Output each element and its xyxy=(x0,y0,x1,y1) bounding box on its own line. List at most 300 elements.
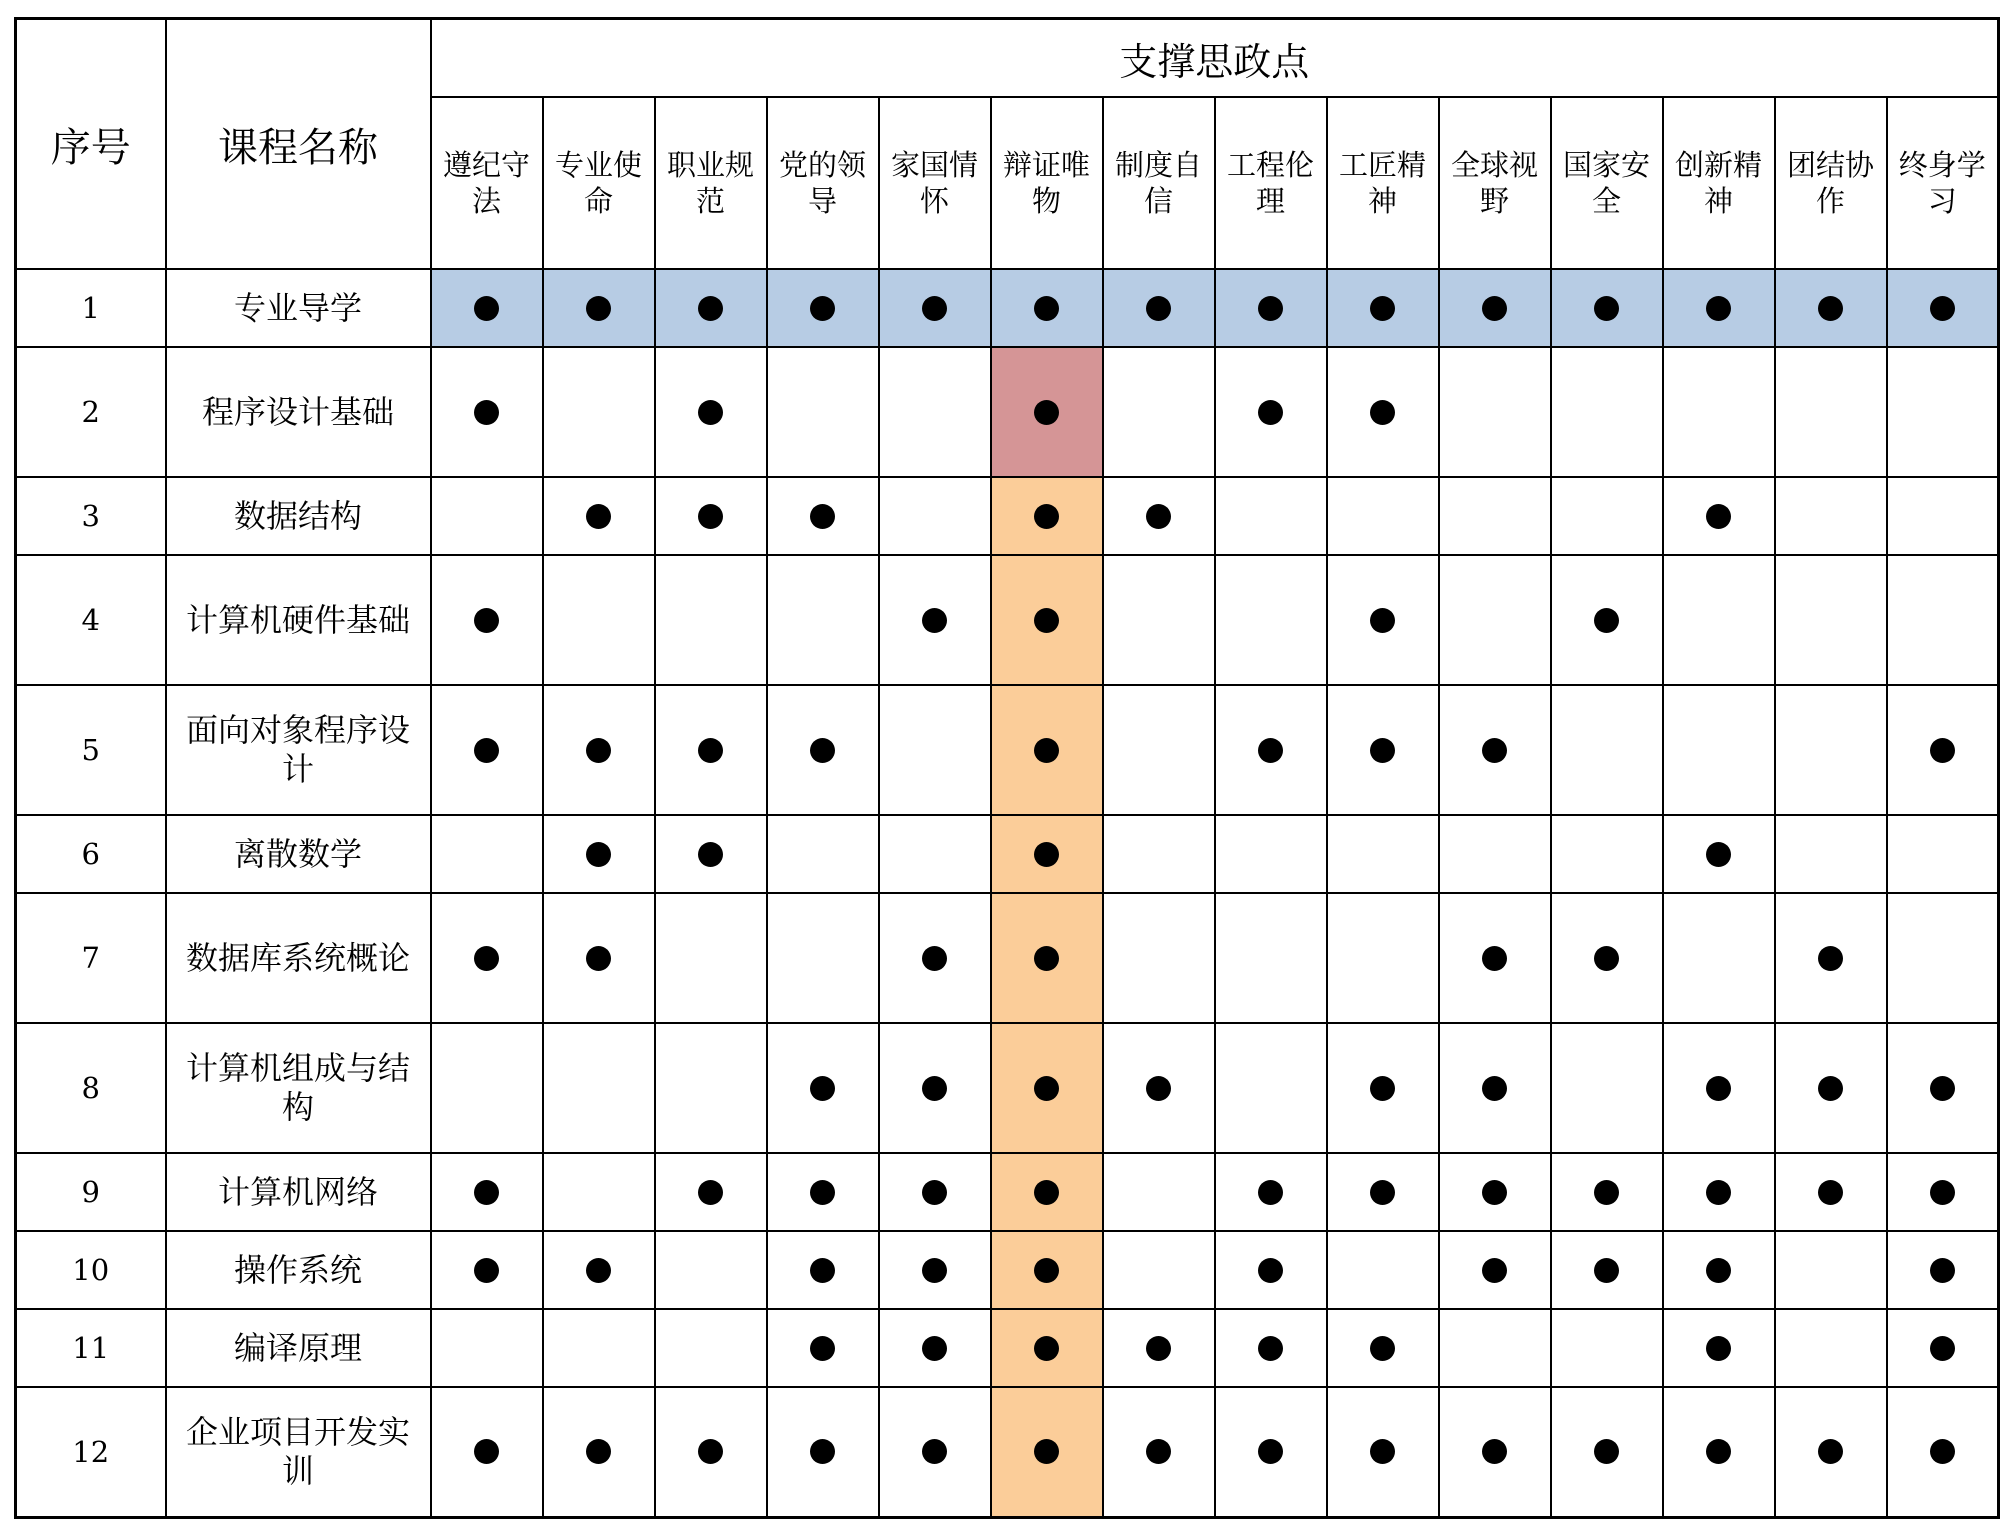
row-index: 12 xyxy=(16,1387,166,1517)
support-dot-icon xyxy=(1258,1439,1283,1464)
header-point-line: 神 xyxy=(1367,184,1397,218)
support-cell xyxy=(1327,1387,1439,1517)
support-cell xyxy=(1103,1387,1215,1517)
support-dot-icon xyxy=(698,1439,723,1464)
support-dot-icon xyxy=(1930,296,1955,321)
header-point-line: 遵纪守 xyxy=(442,148,530,182)
support-dot-icon xyxy=(1370,296,1395,321)
support-cell xyxy=(1663,815,1775,893)
support-cell xyxy=(655,1153,767,1231)
support-cell xyxy=(1215,685,1327,815)
support-cell xyxy=(991,1309,1103,1387)
support-cell xyxy=(1215,1231,1327,1309)
support-cell xyxy=(1103,1231,1215,1309)
support-cell xyxy=(655,1023,767,1153)
support-cell xyxy=(1103,347,1215,477)
support-dot-icon xyxy=(810,1336,835,1361)
support-dot-icon xyxy=(586,842,611,867)
support-cell xyxy=(1215,893,1327,1023)
row-index: 9 xyxy=(16,1153,166,1231)
support-cell xyxy=(655,477,767,555)
support-cell xyxy=(431,555,543,685)
support-dot-icon xyxy=(1034,1258,1059,1283)
support-dot-icon xyxy=(922,1336,947,1361)
support-cell xyxy=(1887,815,1999,893)
support-cell xyxy=(991,1023,1103,1153)
support-cell xyxy=(1663,477,1775,555)
row-index: 10 xyxy=(16,1231,166,1309)
support-cell xyxy=(1551,685,1663,815)
table-header xyxy=(16,19,1999,270)
row-index: 4 xyxy=(16,555,166,685)
support-dot-icon xyxy=(474,738,499,763)
support-cell xyxy=(1103,477,1215,555)
header-point-line: 怀 xyxy=(919,184,949,218)
support-dot-icon xyxy=(810,1258,835,1283)
support-dot-icon xyxy=(1034,946,1059,971)
support-cell xyxy=(655,347,767,477)
support-dot-icon xyxy=(922,1180,947,1205)
header-point-8 xyxy=(1215,97,1327,269)
support-cell xyxy=(1103,685,1215,815)
course-name-line: 操作系统 xyxy=(233,1250,362,1289)
table-row xyxy=(16,815,1999,893)
support-cell xyxy=(543,1387,655,1517)
support-cell xyxy=(991,685,1103,815)
course-name-line: 离散数学 xyxy=(233,834,362,873)
header-point-11 xyxy=(1551,97,1663,269)
support-dot-icon xyxy=(1482,1076,1507,1101)
row-index: 2 xyxy=(16,347,166,477)
support-dot-icon xyxy=(1370,608,1395,633)
support-cell xyxy=(655,1309,767,1387)
support-dot-icon xyxy=(1146,296,1171,321)
support-cell xyxy=(1887,1387,1999,1517)
support-dot-icon xyxy=(698,400,723,425)
support-cell xyxy=(1215,1153,1327,1231)
support-dot-icon xyxy=(1258,296,1283,321)
support-dot-icon xyxy=(1482,946,1507,971)
course-name xyxy=(166,555,431,685)
support-cell xyxy=(1887,1023,1999,1153)
support-dot-icon xyxy=(586,1439,611,1464)
support-cell xyxy=(1439,685,1551,815)
support-cell xyxy=(879,815,991,893)
header-point-line: 理 xyxy=(1255,184,1285,218)
support-dot-icon xyxy=(474,1439,499,1464)
course-name-line: 程序设计基础 xyxy=(201,392,394,431)
support-cell xyxy=(1439,1387,1551,1517)
course-name-line: 构 xyxy=(281,1088,314,1126)
support-cell xyxy=(1215,1309,1327,1387)
support-dot-icon xyxy=(1258,1180,1283,1205)
support-cell xyxy=(1327,815,1439,893)
support-dot-icon xyxy=(474,296,499,321)
row-index: 5 xyxy=(16,685,166,815)
support-cell xyxy=(431,1023,543,1153)
support-cell xyxy=(1775,1309,1887,1387)
row-index: 7 xyxy=(16,893,166,1023)
support-cell xyxy=(1327,893,1439,1023)
support-cell xyxy=(1439,1023,1551,1153)
header-point-3 xyxy=(655,97,767,269)
row-index: 11 xyxy=(16,1309,166,1387)
support-cell xyxy=(1215,269,1327,347)
support-cell xyxy=(991,555,1103,685)
support-dot-icon xyxy=(1818,1180,1843,1205)
header-point-5 xyxy=(879,97,991,269)
support-cell xyxy=(431,893,543,1023)
support-dot-icon xyxy=(586,946,611,971)
support-cell xyxy=(879,1231,991,1309)
course-name xyxy=(166,1231,431,1309)
support-dot-icon xyxy=(922,1439,947,1464)
header-point-line: 专业使 xyxy=(554,148,642,182)
support-cell xyxy=(1327,1309,1439,1387)
support-dot-icon xyxy=(1370,400,1395,425)
support-cell xyxy=(1887,1153,1999,1231)
support-cell xyxy=(1775,269,1887,347)
header-point-line: 命 xyxy=(583,184,613,218)
header-point-line: 法 xyxy=(471,184,501,218)
support-cell xyxy=(1551,1309,1663,1387)
support-cell xyxy=(543,815,655,893)
support-cell xyxy=(1215,1023,1327,1153)
support-dot-icon xyxy=(1706,504,1731,529)
table-row xyxy=(16,893,1999,1023)
support-dot-icon xyxy=(1034,400,1059,425)
course-name-line: 企业项目开发实 xyxy=(185,1412,410,1451)
support-cell xyxy=(1775,815,1887,893)
course-name-line: 面向对象程序设 xyxy=(185,711,410,749)
support-dot-icon xyxy=(1706,1336,1731,1361)
support-cell xyxy=(1775,1023,1887,1153)
table-row xyxy=(16,477,1999,555)
support-dot-icon xyxy=(1370,1439,1395,1464)
support-cell xyxy=(1215,347,1327,477)
support-cell xyxy=(1327,1153,1439,1231)
support-dot-icon xyxy=(1930,1258,1955,1283)
support-cell xyxy=(655,555,767,685)
support-dot-icon xyxy=(1594,946,1619,971)
support-dot-icon xyxy=(1482,738,1507,763)
support-cell xyxy=(767,1153,879,1231)
support-dot-icon xyxy=(1034,738,1059,763)
support-cell xyxy=(879,555,991,685)
support-cell xyxy=(1887,269,1999,347)
support-cell xyxy=(1775,1231,1887,1309)
support-cell xyxy=(431,347,543,477)
support-dot-icon xyxy=(586,1258,611,1283)
support-dot-icon xyxy=(1146,1076,1171,1101)
support-cell xyxy=(767,685,879,815)
support-dot-icon xyxy=(474,1258,499,1283)
support-cell xyxy=(1215,1387,1327,1517)
row-index: 3 xyxy=(16,477,166,555)
support-dot-icon xyxy=(586,296,611,321)
support-cell xyxy=(431,1153,543,1231)
support-cell xyxy=(991,1231,1103,1309)
course-name xyxy=(166,269,431,347)
support-cell xyxy=(879,1153,991,1231)
support-cell xyxy=(543,1023,655,1153)
support-cell xyxy=(879,1309,991,1387)
support-cell xyxy=(543,555,655,685)
support-dot-icon xyxy=(474,608,499,633)
support-cell xyxy=(1215,815,1327,893)
support-dot-icon xyxy=(1482,296,1507,321)
header-point-12 xyxy=(1663,97,1775,269)
support-dot-icon xyxy=(1594,296,1619,321)
course-name-line: 数据库系统概论 xyxy=(185,938,410,977)
support-cell xyxy=(1663,1153,1775,1231)
support-dot-icon xyxy=(474,1180,499,1205)
support-dot-icon xyxy=(698,1180,723,1205)
support-dot-icon xyxy=(1594,1180,1619,1205)
table-row xyxy=(16,1309,1999,1387)
course-name xyxy=(166,1023,431,1153)
support-dot-icon xyxy=(922,946,947,971)
support-cell xyxy=(1439,815,1551,893)
support-dot-icon xyxy=(474,946,499,971)
support-dot-icon xyxy=(810,1439,835,1464)
support-cell xyxy=(767,893,879,1023)
support-dot-icon xyxy=(1482,1439,1507,1464)
support-dot-icon xyxy=(1146,1336,1171,1361)
support-cell xyxy=(1439,1309,1551,1387)
support-dot-icon xyxy=(1594,608,1619,633)
support-cell xyxy=(1551,1153,1663,1231)
support-dot-icon xyxy=(922,608,947,633)
support-dot-icon xyxy=(1370,1180,1395,1205)
header-point-9 xyxy=(1327,97,1439,269)
support-cell xyxy=(1551,477,1663,555)
header-point-line: 创新精 xyxy=(1674,148,1762,182)
support-cell xyxy=(767,269,879,347)
support-cell xyxy=(1663,1309,1775,1387)
support-cell xyxy=(1327,477,1439,555)
row-index: 6 xyxy=(16,815,166,893)
header-point-line: 全 xyxy=(1591,184,1621,218)
header-point-line: 全球视 xyxy=(1450,148,1538,182)
support-cell xyxy=(879,1023,991,1153)
header-point-7 xyxy=(1103,97,1215,269)
support-cell xyxy=(431,269,543,347)
support-dot-icon xyxy=(1258,738,1283,763)
support-cell xyxy=(655,893,767,1023)
support-dot-icon xyxy=(1706,1258,1731,1283)
support-dot-icon xyxy=(1706,1439,1731,1464)
support-cell xyxy=(543,1153,655,1231)
table-body xyxy=(16,269,1999,1517)
support-dot-icon xyxy=(1930,1180,1955,1205)
support-cell xyxy=(767,1387,879,1517)
support-cell xyxy=(431,1387,543,1517)
row-index: 1 xyxy=(16,269,166,347)
support-cell xyxy=(1775,685,1887,815)
support-cell xyxy=(1215,555,1327,685)
support-dot-icon xyxy=(922,1076,947,1101)
course-name xyxy=(166,815,431,893)
support-cell xyxy=(1663,1387,1775,1517)
course-name-line: 数据结构 xyxy=(233,496,362,535)
support-cell xyxy=(991,1387,1103,1517)
support-dot-icon xyxy=(474,400,499,425)
support-cell xyxy=(1215,477,1327,555)
course-name-line: 计算机网络 xyxy=(217,1172,378,1211)
support-cell xyxy=(543,477,655,555)
support-cell xyxy=(543,347,655,477)
support-cell xyxy=(1775,555,1887,685)
course-name-line: 计算机组成与结 xyxy=(185,1049,410,1087)
support-cell xyxy=(1887,685,1999,815)
header-point-1 xyxy=(431,97,543,269)
support-cell xyxy=(1327,1231,1439,1309)
support-cell xyxy=(1775,1153,1887,1231)
support-dot-icon xyxy=(698,296,723,321)
support-cell xyxy=(1887,477,1999,555)
support-cell xyxy=(1663,1023,1775,1153)
course-name-line: 编译原理 xyxy=(233,1328,362,1367)
support-cell xyxy=(767,1231,879,1309)
support-cell xyxy=(543,1309,655,1387)
support-cell xyxy=(1327,555,1439,685)
support-cell xyxy=(991,893,1103,1023)
support-cell xyxy=(879,1387,991,1517)
course-name-line: 计算机硬件基础 xyxy=(185,600,410,639)
course-name xyxy=(166,1309,431,1387)
ideology-support-matrix xyxy=(14,17,2000,1519)
header-index: 序号 xyxy=(16,19,166,270)
support-dot-icon xyxy=(922,296,947,321)
header-point-line: 制度自 xyxy=(1114,148,1202,182)
support-cell xyxy=(879,477,991,555)
support-cell xyxy=(431,1309,543,1387)
support-cell xyxy=(1663,269,1775,347)
support-dot-icon xyxy=(1146,1439,1171,1464)
support-cell xyxy=(1327,1023,1439,1153)
support-cell xyxy=(1439,555,1551,685)
support-dot-icon xyxy=(1930,1336,1955,1361)
support-cell xyxy=(1551,815,1663,893)
header-point-13 xyxy=(1775,97,1887,269)
support-dot-icon xyxy=(1370,738,1395,763)
support-dot-icon xyxy=(1818,946,1843,971)
support-cell xyxy=(767,1023,879,1153)
support-cell xyxy=(1103,1023,1215,1153)
support-cell xyxy=(1887,893,1999,1023)
support-cell xyxy=(1551,555,1663,685)
support-cell xyxy=(1663,893,1775,1023)
support-dot-icon xyxy=(1482,1258,1507,1283)
support-dot-icon xyxy=(1818,1439,1843,1464)
support-cell xyxy=(655,269,767,347)
support-cell xyxy=(543,685,655,815)
support-dot-icon xyxy=(1370,1336,1395,1361)
support-cell xyxy=(1439,477,1551,555)
support-dot-icon xyxy=(1706,296,1731,321)
support-dot-icon xyxy=(698,738,723,763)
support-cell xyxy=(1887,555,1999,685)
table-row xyxy=(16,685,1999,815)
header-point-line: 物 xyxy=(1031,184,1061,218)
support-cell xyxy=(991,477,1103,555)
support-dot-icon xyxy=(1034,1336,1059,1361)
support-cell xyxy=(543,893,655,1023)
support-cell xyxy=(1775,477,1887,555)
support-cell xyxy=(1887,1231,1999,1309)
row-index: 8 xyxy=(16,1023,166,1153)
header-point-2 xyxy=(543,97,655,269)
header-point-10 xyxy=(1439,97,1551,269)
table-row xyxy=(16,1153,1999,1231)
support-cell xyxy=(879,893,991,1023)
header-point-line: 野 xyxy=(1479,184,1509,218)
support-cell xyxy=(767,1309,879,1387)
table-row xyxy=(16,347,1999,477)
header-point-line: 党的领 xyxy=(778,148,866,182)
support-cell xyxy=(1551,1231,1663,1309)
header-point-line: 范 xyxy=(695,184,725,218)
header-point-line: 终身学 xyxy=(1898,148,1986,182)
header-course-name: 课程名称 xyxy=(166,19,431,270)
support-cell xyxy=(767,555,879,685)
support-dot-icon xyxy=(1594,1258,1619,1283)
table-row xyxy=(16,1231,1999,1309)
support-dot-icon xyxy=(1706,842,1731,867)
support-dot-icon xyxy=(1034,842,1059,867)
course-name xyxy=(166,1153,431,1231)
support-dot-icon xyxy=(1930,1076,1955,1101)
header-point-line: 工程伦 xyxy=(1226,148,1314,182)
course-name xyxy=(166,1387,431,1517)
header-point-line: 团结协 xyxy=(1786,148,1874,182)
support-dot-icon xyxy=(1482,1180,1507,1205)
support-cell xyxy=(655,1231,767,1309)
support-cell xyxy=(1887,1309,1999,1387)
support-cell xyxy=(543,1231,655,1309)
support-cell xyxy=(1439,893,1551,1023)
support-dot-icon xyxy=(810,1180,835,1205)
support-cell xyxy=(1439,347,1551,477)
course-name xyxy=(166,347,431,477)
support-cell xyxy=(767,477,879,555)
support-dot-icon xyxy=(1034,1439,1059,1464)
support-cell xyxy=(1103,269,1215,347)
support-cell xyxy=(1663,685,1775,815)
support-cell xyxy=(431,477,543,555)
support-dot-icon xyxy=(1034,296,1059,321)
header-point-line: 辩证唯 xyxy=(1002,148,1090,182)
support-dot-icon xyxy=(1594,1439,1619,1464)
support-cell xyxy=(1775,1387,1887,1517)
support-dot-icon xyxy=(1258,1336,1283,1361)
support-cell xyxy=(1551,269,1663,347)
support-cell xyxy=(1551,1387,1663,1517)
support-cell xyxy=(991,347,1103,477)
support-dot-icon xyxy=(1930,738,1955,763)
course-name xyxy=(166,477,431,555)
support-cell xyxy=(655,685,767,815)
support-cell xyxy=(991,815,1103,893)
support-cell xyxy=(1551,347,1663,477)
support-cell xyxy=(879,347,991,477)
support-cell xyxy=(767,347,879,477)
support-cell xyxy=(1439,1153,1551,1231)
support-dot-icon xyxy=(810,1076,835,1101)
support-cell xyxy=(1103,555,1215,685)
header-point-line: 习 xyxy=(1927,184,1957,218)
